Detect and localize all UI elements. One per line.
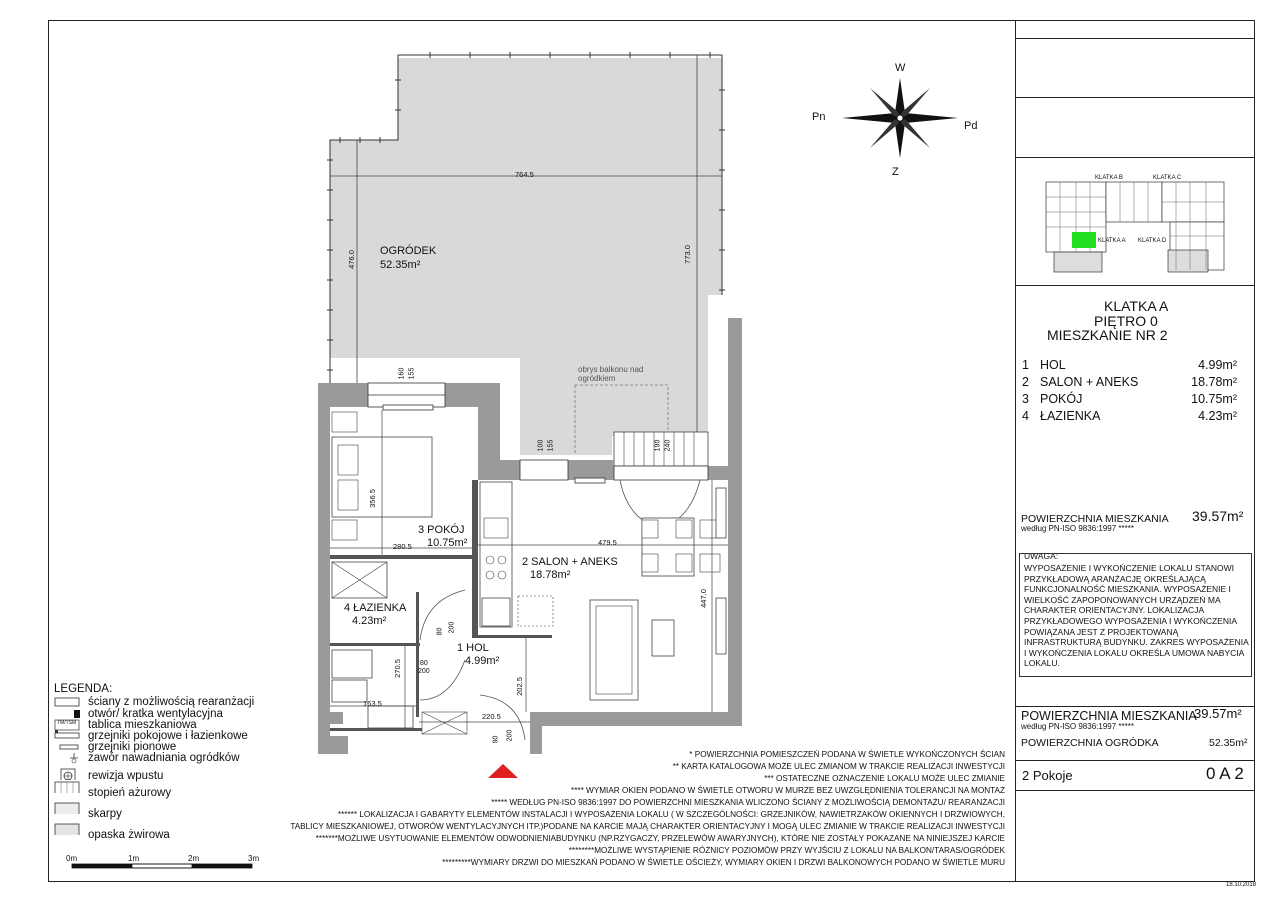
dim-text: 280.5 <box>393 542 412 551</box>
grate-step-icon <box>54 781 80 793</box>
uwaga-title: UWAGA: <box>1024 551 1059 561</box>
footnote: * POWIERZCHNIA POMIESZCZEŃ PODANA W ŚWIETLE WYKOŃCZONYCH ŚCIAN <box>689 750 1005 759</box>
footnote: ** KARTA KATALOGOWA MOŻE ULEC ZMIANOM W TRAKCIE REALIZACJI INWESTYCJI <box>672 762 1005 771</box>
toilet <box>368 706 413 728</box>
dim-text: 160 <box>398 367 406 380</box>
date: 18.10.2018 <box>1226 882 1257 888</box>
tv-unit <box>716 598 726 654</box>
dim-text: 80 <box>436 627 444 636</box>
keyplan-label: KLATKA A <box>1098 238 1126 244</box>
dim-text: 200 <box>506 729 514 742</box>
room3-area: 10.75m² <box>427 537 468 549</box>
bathroom-sink <box>332 650 372 678</box>
dim-text: 447.0 <box>698 589 708 608</box>
title-separator <box>1015 38 1255 39</box>
bottom-area-label: POWIERZCHNIA MIESZKANIA <box>1021 709 1197 723</box>
garden-area-value: 52.35m² <box>1209 737 1248 749</box>
title-separator <box>1015 760 1255 761</box>
dim-text: 764.5 <box>515 170 534 179</box>
scale-bar <box>60 862 270 872</box>
dim-text: 773.0 <box>682 245 692 264</box>
room3-label: 3 POKÓJ <box>418 524 465 536</box>
footnote: ****** LOKALIZACJA I GABARYTY ELEMENTÓW INSTALACJI I WYPOSAŻENIA LOKALU ( W SZCZEGÓLNOŚCI: GRZEJNIKÓW, NAWIETRZAKÓW OKIENNYCH I DRZWIOWYCH, <box>337 810 1005 819</box>
balcony-note: obrys balkonu nad <box>578 365 644 374</box>
dim-text: 202.5 <box>514 677 524 696</box>
room2-label: 2 SALON + ANEKS <box>522 556 618 568</box>
dim-text: 220.5 <box>482 712 501 721</box>
dim-text: 163.5 <box>363 699 382 708</box>
title-block <box>1015 20 1255 882</box>
title-separator <box>1015 790 1255 791</box>
balcony-note: ogródkiem <box>578 374 616 383</box>
dim-text: 240 <box>664 439 672 452</box>
key-plan <box>1030 172 1230 280</box>
uwaga-text: WYPOSAŻENIE I WYKOŃCZENIE LOKALU STANOWI PRZYKŁADOWĄ ARANŻACJĘ OKREŚLAJĄCĄ FUNKCJONALNOŚĆ MIESZKANIA. WYPOSAŻENIE I WIELKOŚĆ ZAPOPONOWANYCH URZĄDZEŃ MA CHARAKTER ORIENTACYJNY. LOKALIZACJA PRZYKŁADOWEGO WYPOSAŻENIA I WYKOŃCZENIA POWIĄZANA JEST Z PROJEKTOWANĄ INFRASTRUKTURĄ BUDYNKU. ZAKRES WYPOSAŻENIA I WYKOŃCZENIA LOKALU OKREŚLA UMOWA NABYCIA LOKALU. <box>1024 563 1249 669</box>
legend-title: LEGENDA: <box>54 683 113 695</box>
valve-icon <box>54 752 80 764</box>
dim-text: 155 <box>408 367 416 380</box>
room1-label: 1 HOL <box>457 642 489 654</box>
area-summary-value: 39.57m² <box>1192 508 1244 524</box>
apartment-highlight <box>1072 232 1096 248</box>
radiator <box>383 405 433 410</box>
footnote: ********MOŻLIWE WYSTĄPIENIE RÓŻNICY POZIOMÓW PRZY WYJŚCIU Z LOKALU NA BALKON/TARAS/OGRÓDEK <box>568 846 1005 855</box>
drain-icon <box>54 768 80 780</box>
keyplan-label: KLATKA C <box>1153 175 1182 181</box>
tm-badge: TM/TSM <box>57 720 77 726</box>
scale-label: 1m <box>128 854 140 863</box>
balcony-door <box>614 466 708 480</box>
window-salon <box>520 460 568 480</box>
room4-area: 4.23m² <box>352 615 387 627</box>
scale-label: 2m <box>188 854 200 863</box>
room2-area: 18.78m² <box>530 569 571 581</box>
entrance-marker <box>488 764 518 778</box>
title-separator <box>1015 97 1255 98</box>
compass-label-pd: Pd <box>964 120 978 132</box>
room1-area: 4.99m² <box>465 655 500 667</box>
fridge <box>482 598 510 626</box>
footnote: TABLICY MIESZKANIOWEJ, OTWORÓW WENTYLACYJNYCH ITP.)PODANE NA KARCIE MAJĄ CHARAKTER ORIENTACYJNY I MOGĄ ULEC ZMIANIE W TRAKCIE REALIZACJI INWESTYCJI <box>290 822 1005 831</box>
title-separator <box>1015 285 1255 286</box>
header-apartment: MIESZKANIE NR 2 <box>1047 327 1168 343</box>
dim-text: 155 <box>547 439 555 452</box>
shelf <box>716 488 726 538</box>
dim-text: 356.5 <box>367 489 377 508</box>
dim-text: 479.5 <box>598 538 617 547</box>
dim-text: 270.5 <box>392 659 402 678</box>
uwaga-box <box>1019 553 1252 677</box>
scale-label: 3m <box>248 854 260 863</box>
garden-area-label: 52.35m² <box>380 259 421 271</box>
dim-text: 100 <box>537 439 545 452</box>
dim-text: 190 <box>654 439 662 452</box>
footnote: *** OSTATECZNE OZNACZENIE LOKALU MOŻE ULEC ZMIANIE <box>764 774 1005 783</box>
dim-text: 200 <box>418 668 430 675</box>
title-separator <box>1015 157 1255 158</box>
keyplan-label: KLATKA D <box>1138 238 1167 244</box>
bottom-area-value: 39.57m² <box>1194 706 1242 721</box>
scale-label: 0m <box>66 854 78 863</box>
area-summary-sub: według PN-ISO 9836:1997 ***** <box>1021 524 1134 533</box>
footnote: *******MOŻLIWE USYTUOWANIE ELEMENTÓW ODWODNIENIABUDYNKU (NP.RZYGACZY, PRZELEWÓW AWARYJNYCH), KTÓRE NIE ZOSTAŁY POKAZANE NA NINIEJSZEJ KARCIE <box>315 834 1005 843</box>
garden-label: OGRÓDEK <box>380 245 437 257</box>
dim-text: 476.0 <box>346 250 356 269</box>
dim-text: 80 <box>420 660 428 667</box>
rooms-count: 2 Pokoje <box>1022 768 1073 783</box>
header-floor: PIĘTRO 0 <box>1094 313 1158 329</box>
dim-text: 200 <box>448 621 456 634</box>
footnote: **** WYMIAR OKIEN PODANO W ŚWIETLE OTWORU W MURZE BEZ UWZGLĘDNIENIA TOLERANCJI NA MONTAŻ <box>571 786 1005 795</box>
coffee-table <box>652 620 674 656</box>
wall-symbol-icon <box>54 696 80 708</box>
compass-label-z: Z <box>892 166 899 178</box>
footnote: *********WYMIARY DRZWI DO MIESZKAŃ PODANO W ŚWIETLE OŚCIEŻY, WYMIARY OKIEN I DRZWI BALKONOWYCH PODANO W ŚWIETLE MURU <box>442 858 1005 867</box>
footnote: ***** WEDŁUG PN-ISO 9836:1997 DO POWIERZCHNI MIESZKANIA WLICZONO ŚCIANY Z MOŻLIWOŚCIĄ DEMONTAŻU/ REARANŻACJI <box>491 798 1005 807</box>
washing-machine <box>332 680 367 702</box>
compass-rose <box>842 78 958 158</box>
gravel-icon <box>54 823 80 835</box>
garden-area-label: POWIERZCHNIA OGRÓDKA <box>1021 737 1159 749</box>
compass-label-w: W <box>895 62 906 74</box>
area-summary-label: POWIERZCHNIA MIESZKANIA <box>1021 513 1169 525</box>
compass-label-pn: Pn <box>812 111 826 123</box>
apartment-code: 0 A 2 <box>1206 764 1244 783</box>
header-staircase: KLATKA A <box>1104 298 1169 314</box>
garden-notch <box>708 295 722 436</box>
electrical-panel <box>518 596 553 626</box>
radiator <box>575 478 605 483</box>
dim-text: 90 <box>492 735 500 744</box>
bottom-area-sub: według PN-ISO 9836:1997 ***** <box>1021 722 1134 731</box>
room4-label: 4 ŁAZIENKA <box>344 602 407 614</box>
slope-icon <box>54 802 80 814</box>
keyplan-label: KLATKA B <box>1095 175 1123 181</box>
